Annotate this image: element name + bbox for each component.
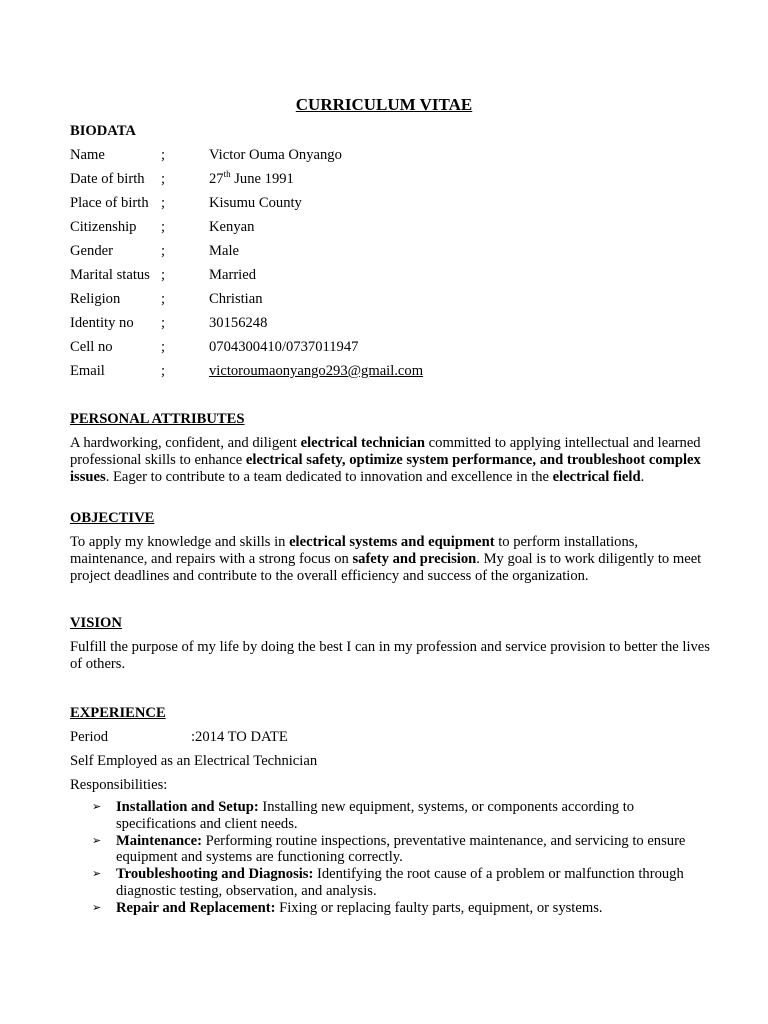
document-title: CURRICULUM VITAE bbox=[295, 95, 473, 114]
biodata-heading: BIODATA bbox=[70, 123, 136, 139]
biodata-label: Place of birth bbox=[70, 195, 149, 211]
biodata-label: Identity no bbox=[70, 315, 134, 331]
biodata-value: Victor Ouma Onyango bbox=[209, 147, 342, 163]
objective-heading: OBJECTIVE bbox=[70, 510, 155, 526]
item-text: Installing new equipment, systems, or components according to specifications and client needs. bbox=[116, 799, 635, 832]
item-text: Identifying the root cause of a problem or malfunction through diagnostic testing, observation, and analysis. bbox=[116, 866, 684, 899]
biodata-separator: ; bbox=[161, 339, 166, 355]
biodata-value: 30156248 bbox=[209, 315, 268, 331]
item-text: Fixing or replacing faulty parts, equipment, or systems. bbox=[275, 899, 603, 916]
period-value: :2014 TO DATE bbox=[191, 729, 288, 745]
objective-plain: . My goal is to work diligently to meet project deadlines and contribute to the overall efficiency and success of the organization. bbox=[70, 550, 702, 584]
biodata-value: Kenyan bbox=[209, 219, 255, 235]
attr-bold: electrical technician bbox=[300, 435, 426, 451]
item-text: Performing routine inspections, preventative maintenance, and servicing to ensure equipment and systems are functioning correctly. bbox=[116, 832, 686, 866]
responsibilities-label: Responsibilities: bbox=[70, 777, 168, 793]
list-item bbox=[70, 866, 710, 900]
biodata-label: Citizenship bbox=[70, 219, 137, 235]
biodata-separator: ; bbox=[161, 195, 166, 211]
attr-text: committed to applying intellectual and learned professional skills to enhance bbox=[70, 435, 701, 468]
biodata-separator: ; bbox=[161, 147, 166, 163]
biodata-label: Religion bbox=[70, 291, 121, 307]
biodata-value: Christian bbox=[209, 291, 263, 307]
biodata-value bbox=[209, 170, 294, 188]
biodata-separator: ; bbox=[161, 315, 166, 331]
vision-text: Fulfill the purpose of my life by doing the best I can in my profession and service provision to better the lives of others. bbox=[70, 639, 710, 672]
attr-bold: electrical field bbox=[552, 468, 641, 485]
objective-plain: To apply my knowledge and skills in bbox=[70, 534, 290, 550]
list-item bbox=[70, 833, 710, 867]
arrow-bullet-icon: ➢ bbox=[92, 800, 102, 813]
vision-heading: VISION bbox=[70, 615, 122, 631]
dob-day: 27 bbox=[209, 171, 224, 187]
biodata-separator: ; bbox=[161, 171, 166, 187]
biodata-separator: ; bbox=[161, 363, 166, 379]
biodata-value: Married bbox=[209, 267, 257, 283]
personal-attributes-heading: PERSONAL ATTRIBUTES bbox=[70, 411, 245, 427]
arrow-bullet-icon: ➢ bbox=[92, 833, 102, 847]
arrow-bullet-icon: ➢ bbox=[92, 900, 102, 914]
attr-bold: electrical safety, optimize system performance, and troubleshoot complex issues bbox=[70, 451, 701, 485]
attr-text: . bbox=[640, 468, 645, 485]
item-title: Troubleshooting and Diagnosis: bbox=[116, 866, 314, 883]
dob-ordinal: th bbox=[223, 169, 231, 179]
objective-bold: safety and precision bbox=[352, 550, 477, 567]
responsibilities-list bbox=[70, 799, 710, 917]
biodata-label: Name bbox=[70, 147, 105, 163]
email-link[interactable]: victoroumaonyango293@gmail.com bbox=[209, 363, 424, 379]
dob-rest: June 1991 bbox=[230, 171, 294, 187]
personal-attributes-text bbox=[70, 435, 710, 485]
objective-plain: to perform installations, maintenance, and repairs with a strong focus on bbox=[70, 534, 639, 567]
objective-bold: electrical systems and equipment bbox=[289, 534, 495, 550]
biodata-value: Male bbox=[209, 243, 239, 259]
biodata-label: Gender bbox=[70, 243, 113, 259]
biodata-value: Kisumu County bbox=[209, 195, 302, 211]
biodata-label: Cell no bbox=[70, 339, 113, 355]
period-label: Period bbox=[70, 729, 109, 745]
objective-text bbox=[70, 534, 710, 584]
list-item bbox=[70, 900, 710, 917]
biodata-label: Date of birth bbox=[70, 171, 145, 187]
item-title: Maintenance: bbox=[116, 832, 202, 849]
list-item bbox=[70, 799, 710, 833]
attr-text: . Eager to contribute to a team dedicated to innovation and excellence in the bbox=[105, 468, 553, 485]
experience-heading: EXPERIENCE bbox=[70, 705, 166, 721]
biodata-label: Marital status bbox=[70, 267, 150, 283]
biodata-separator: ; bbox=[161, 291, 166, 307]
biodata-label: Email bbox=[70, 363, 105, 379]
arrow-bullet-icon: ➢ bbox=[92, 867, 102, 881]
experience-role: Self Employed as an Electrical Technician bbox=[70, 753, 318, 769]
biodata-value: 0704300410/0737011947 bbox=[209, 339, 359, 355]
attr-text: A hardworking, confident, and diligent bbox=[70, 435, 301, 451]
biodata-separator: ; bbox=[161, 219, 166, 235]
item-title: Repair and Replacement: bbox=[116, 899, 276, 916]
biodata-separator: ; bbox=[161, 243, 166, 259]
biodata-separator: ; bbox=[161, 267, 166, 283]
item-title: Installation and Setup: bbox=[116, 799, 259, 815]
